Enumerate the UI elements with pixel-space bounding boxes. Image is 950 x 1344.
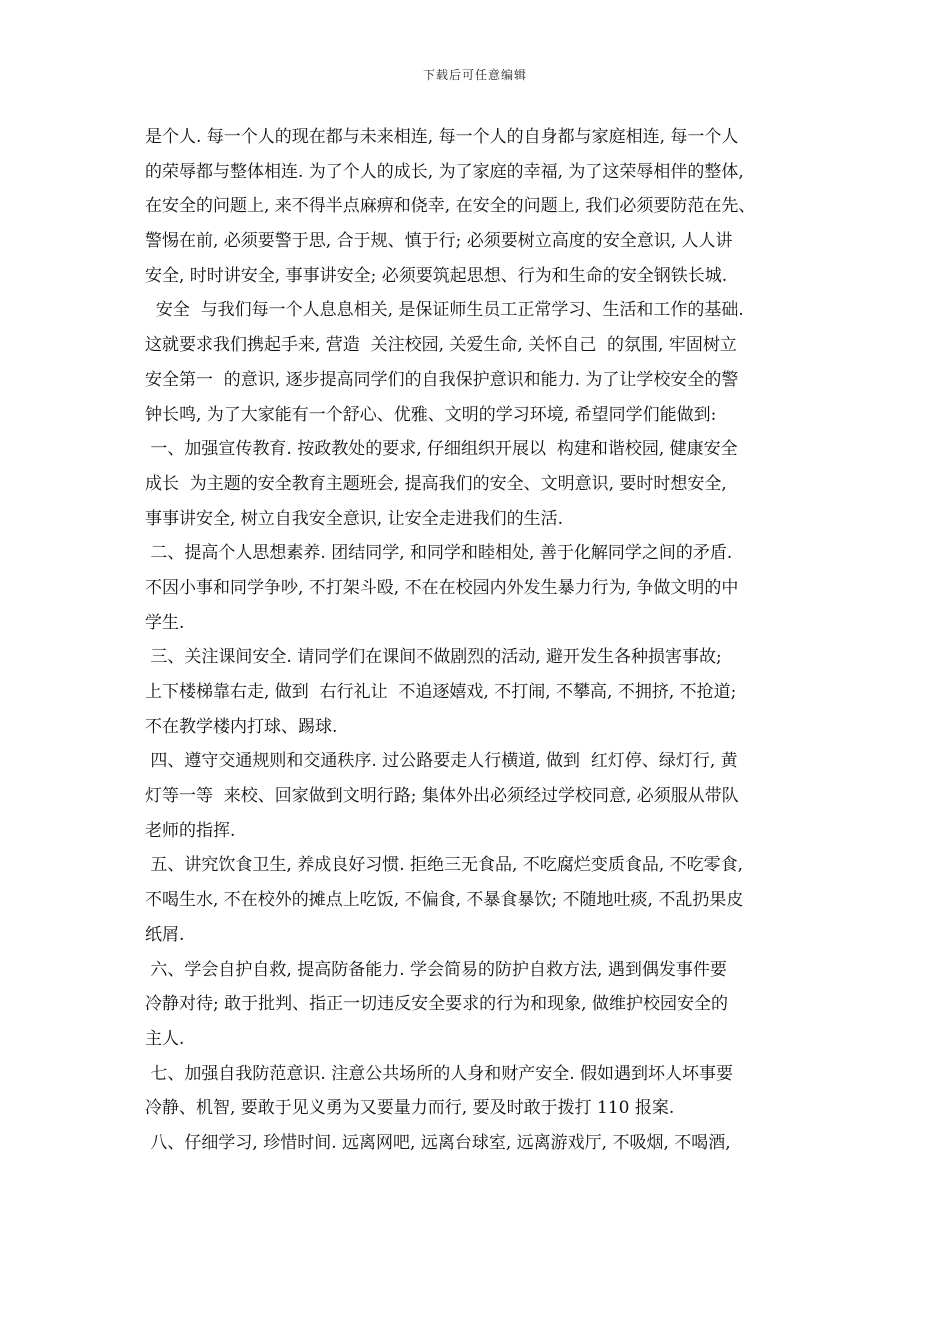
text-line: 上下楼梯靠右走, 做到 右行礼让 不追逐嬉戏, 不打闹, 不攀高, 不拥挤, 不抢道;	[145, 682, 737, 702]
text-line: 冷静、机智, 要敢于见义勇为又要量力而行, 要及时敢于拨打 110 报案.	[145, 1098, 675, 1119]
text-line: 不喝生水, 不在校外的摊点上吃饭, 不偏食, 不暴食暴饮; 不随地吐痰, 不乱扔果皮	[145, 890, 744, 911]
text-line: 安全 与我们每一个人息息相关, 是保证师生员工正常学习、生活和工作的基础.	[145, 300, 744, 321]
text-line: 一、加强宣传教育. 按政教处的要求, 仔细组织开展以 构建和谐校园, 健康安全	[145, 439, 738, 460]
text-line: 七、加强自我防范意识. 注意公共场所的人身和财产安全. 假如遇到坏人坏事要	[145, 1063, 734, 1084]
text-line: 学生.	[145, 612, 185, 633]
text-line: 在安全的问题上, 来不得半点麻痹和侥幸, 在安全的问题上, 我们必须要防范在先、	[145, 196, 756, 217]
text-line: 的荣辱都与整体相连. 为了个人的成长, 为了家庭的幸福, 为了这荣辱相伴的整体,	[145, 161, 744, 182]
text-line: 二、提高个人思想素养. 团结同学, 和同学和睦相处, 善于化解同学之间的矛盾.	[145, 543, 733, 564]
text-line: 成长 为主题的安全教育主题班会, 提高我们的安全、文明意识, 要时时想安全,	[145, 473, 727, 494]
text-line: 冷静对待; 敢于批判、指正一切违反安全要求的行为和现象, 做维护校园安全的	[145, 994, 728, 1015]
text-line: 主人.	[145, 1028, 185, 1049]
page-header: 下载后可任意编辑	[422, 68, 527, 82]
text-line: 纸屑.	[145, 924, 185, 945]
text-line: 安全第一 的意识, 逐步提高同学们的自我保护意识和能力. 为了让学校安全的警	[145, 369, 739, 390]
text-line: 不因小事和同学争吵, 不打架斗殴, 不在在校园内外发生暴力行为, 争做文明的中	[145, 577, 739, 598]
text-line: 安全, 时时讲安全, 事事讲安全; 必须要筑起思想、行为和生命的安全钢铁长城.	[145, 265, 728, 286]
text-line: 四、遵守交通规则和交通秩序. 过公路要走人行横道, 做到 红灯停、绿灯行, 黄	[145, 751, 738, 772]
text-line: 警惕在前, 必须要警于思, 合于规、慎于行; 必须要树立高度的安全意识, 人人讲	[145, 231, 733, 252]
text-line: 三、关注课间安全. 请同学们在课间不做剧烈的活动, 避开发生各种损害事故;	[145, 647, 722, 668]
text-line: 不在教学楼内打球、踢球.	[145, 716, 338, 737]
text-line: 事事讲安全, 树立自我安全意识, 让安全走进我们的生活.	[145, 508, 564, 529]
text-line: 老师的指挥.	[145, 820, 236, 841]
text-line: 六、学会自护自救, 提高防备能力. 学会简易的防护自救方法, 遇到偶发事件要	[145, 959, 727, 980]
document-body	[145, 120, 815, 1161]
text-line: 这就要求我们携起手来, 营造 关注校园, 关爱生命, 关怀自己 的氛围, 牢固树立	[145, 335, 737, 356]
text-line: 钟长鸣, 为了大家能有一个舒心、优雅、文明的学习环境, 希望同学们能做到:	[145, 404, 717, 425]
text-line: 五、讲究饮食卫生, 养成良好习惯. 拒绝三无食品, 不吃腐烂变质食品, 不吃零食,	[145, 855, 744, 876]
text-line: 灯等一等 来校、回家做到文明行路; 集体外出必须经过学校同意, 必须服从带队	[145, 786, 739, 807]
text-line: 是个人. 每一个人的现在都与未来相连, 每一个人的自身都与家庭相连, 每一个人	[145, 127, 739, 147]
text-line: 八、仔细学习, 珍惜时间. 远离网吧, 远离台球室, 远离游戏厅, 不吸烟, 不喝酒,	[145, 1132, 731, 1153]
